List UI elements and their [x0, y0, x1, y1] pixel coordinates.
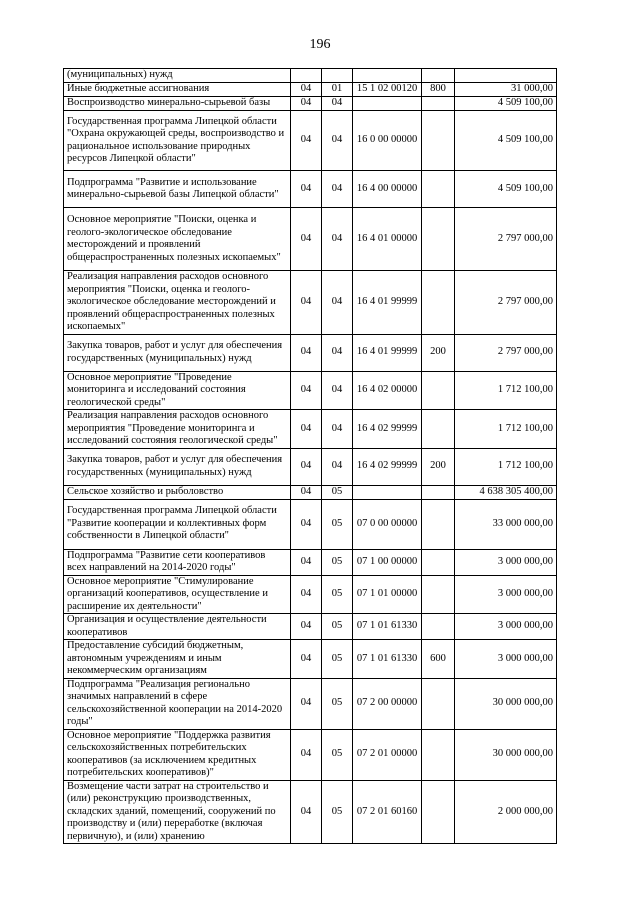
cell-subsection: 05: [322, 640, 353, 679]
cell-section: 04: [291, 371, 322, 410]
cell-target-article: 16 4 01 00000: [353, 208, 422, 271]
cell-section: 04: [291, 614, 322, 640]
cell-subsection: 01: [322, 83, 353, 97]
cell-name: Иные бюджетные ассигнования: [64, 83, 291, 97]
cell-amount: 2 797 000,00: [455, 334, 557, 371]
cell-name: Реализация направления расходов основного мероприятия "Поиски, оценка и геолого-экологическое обследование месторождений и проявлений общераспространенных полезных ископаемых": [64, 271, 291, 335]
cell-subsection: 04: [322, 371, 353, 410]
cell-section: [291, 69, 322, 83]
cell-name: Подпрограмма "Развитие сети кооперативов всех направлений на 2014-2020 годы": [64, 549, 291, 575]
table-row: [64, 271, 557, 335]
table-row: [64, 111, 557, 171]
cell-amount: 3 000 000,00: [455, 549, 557, 575]
cell-section: 04: [291, 780, 322, 844]
table-row: [64, 171, 557, 208]
cell-expense-type: [422, 97, 455, 111]
cell-name: (муниципальных) нужд: [64, 69, 291, 83]
cell-name: Сельское хозяйство и рыболовство: [64, 485, 291, 499]
table-row: [64, 83, 557, 97]
cell-expense-type: [422, 499, 455, 549]
cell-expense-type: [422, 271, 455, 335]
cell-expense-type: [422, 549, 455, 575]
cell-amount: 3 000 000,00: [455, 640, 557, 679]
cell-target-article: 16 4 01 99999: [353, 271, 422, 335]
cell-subsection: 04: [322, 410, 353, 449]
cell-name: Предоставление субсидий бюджетным, автономным учреждениям и иным некоммерческим организациям: [64, 640, 291, 679]
table-row: [64, 410, 557, 449]
cell-subsection: 05: [322, 485, 353, 499]
cell-target-article: [353, 69, 422, 83]
cell-subsection: 05: [322, 549, 353, 575]
cell-amount: 1 712 100,00: [455, 448, 557, 485]
cell-amount: 2 000 000,00: [455, 780, 557, 844]
cell-name: Основное мероприятие "Поддержка развития сельскохозяйственных потребительских кооперативов (за исключением кредитных потребительских кооперативов)": [64, 729, 291, 780]
table-row: [64, 448, 557, 485]
cell-target-article: 07 0 00 00000: [353, 499, 422, 549]
cell-section: 04: [291, 271, 322, 335]
cell-expense-type: [422, 678, 455, 729]
cell-target-article: 07 1 00 00000: [353, 549, 422, 575]
cell-section: 04: [291, 111, 322, 171]
cell-name: Закупка товаров, работ и услуг для обеспечения государственных (муниципальных) нужд: [64, 334, 291, 371]
cell-name: Закупка товаров, работ и услуг для обеспечения государственных (муниципальных) нужд: [64, 448, 291, 485]
cell-expense-type: 800: [422, 83, 455, 97]
cell-section: 04: [291, 575, 322, 614]
cell-section: 04: [291, 549, 322, 575]
cell-subsection: 04: [322, 111, 353, 171]
cell-subsection: 04: [322, 171, 353, 208]
table-row: [64, 334, 557, 371]
table-row: [64, 678, 557, 729]
cell-amount: 33 000 000,00: [455, 499, 557, 549]
page-number: 196: [309, 37, 331, 52]
table-row: [64, 640, 557, 679]
cell-section: 04: [291, 208, 322, 271]
cell-subsection: 05: [322, 614, 353, 640]
cell-section: 04: [291, 499, 322, 549]
cell-subsection: 04: [322, 334, 353, 371]
cell-amount: 4 638 305 400,00: [455, 485, 557, 499]
cell-amount: 3 000 000,00: [455, 614, 557, 640]
cell-subsection: [322, 69, 353, 83]
cell-target-article: 16 4 01 99999: [353, 334, 422, 371]
cell-subsection: 05: [322, 729, 353, 780]
budget-table-body: [64, 69, 557, 844]
cell-expense-type: 600: [422, 640, 455, 679]
table-row: [64, 208, 557, 271]
cell-name: Основное мероприятие "Поиски, оценка и геолого-экологическое обследование месторождений и проявлений общераспространенных полезных ископаемых": [64, 208, 291, 271]
cell-target-article: 16 0 00 00000: [353, 111, 422, 171]
cell-expense-type: [422, 208, 455, 271]
table-row: [64, 614, 557, 640]
cell-name: Подпрограмма "Развитие и использование минерально-сырьевой базы Липецкой области": [64, 171, 291, 208]
cell-subsection: 04: [322, 271, 353, 335]
cell-name: Основное мероприятие "Стимулирование организаций кооперативов, осуществление и расширение их деятельности": [64, 575, 291, 614]
table-row: [64, 780, 557, 844]
cell-expense-type: [422, 111, 455, 171]
table-row: [64, 97, 557, 111]
table-row: [64, 549, 557, 575]
cell-section: 04: [291, 83, 322, 97]
cell-expense-type: [422, 171, 455, 208]
table-row: [64, 69, 557, 83]
cell-expense-type: [422, 485, 455, 499]
cell-section: 04: [291, 171, 322, 208]
cell-section: 04: [291, 485, 322, 499]
cell-subsection: 05: [322, 678, 353, 729]
table-row: [64, 499, 557, 549]
cell-name: Государственная программа Липецкой области "Развитие кооперации и коллективных форм собственности в Липецкой области": [64, 499, 291, 549]
cell-subsection: 04: [322, 448, 353, 485]
cell-name: Возмещение части затрат на строительство и (или) реконструкцию производственных, складских зданий, помещений, сооружений по производству и (или) переработке (включая первичную), и (или) хранению: [64, 780, 291, 844]
cell-target-article: 16 4 02 99999: [353, 410, 422, 449]
cell-expense-type: [422, 780, 455, 844]
cell-name: Реализация направления расходов основного мероприятия "Проведение мониторинга и исследований состояния геологической среды": [64, 410, 291, 449]
cell-target-article: 07 1 01 00000: [353, 575, 422, 614]
cell-subsection: 04: [322, 97, 353, 111]
cell-name: Воспроизводство минерально-сырьевой базы: [64, 97, 291, 111]
table-row: [64, 575, 557, 614]
cell-amount: 1 712 100,00: [455, 410, 557, 449]
cell-target-article: 15 1 02 00120: [353, 83, 422, 97]
cell-name: Подпрограмма "Реализация регионально значимых направлений в сфере сельскохозяйственной кооперации на 2014-2020 годы": [64, 678, 291, 729]
table-row: [64, 729, 557, 780]
cell-amount: 2 797 000,00: [455, 271, 557, 335]
cell-expense-type: [422, 614, 455, 640]
cell-subsection: 05: [322, 780, 353, 844]
cell-target-article: 07 1 01 61330: [353, 614, 422, 640]
cell-target-article: 07 1 01 61330: [353, 640, 422, 679]
cell-expense-type: 200: [422, 448, 455, 485]
cell-expense-type: [422, 729, 455, 780]
cell-section: 04: [291, 678, 322, 729]
cell-section: 04: [291, 448, 322, 485]
cell-section: 04: [291, 640, 322, 679]
cell-amount: [455, 69, 557, 83]
table-row: [64, 485, 557, 499]
budget-table: [63, 68, 557, 844]
cell-target-article: [353, 97, 422, 111]
cell-amount: 30 000 000,00: [455, 678, 557, 729]
cell-expense-type: [422, 575, 455, 614]
cell-name: Организация и осуществление деятельности кооперативов: [64, 614, 291, 640]
cell-amount: 1 712 100,00: [455, 371, 557, 410]
table-row: [64, 371, 557, 410]
cell-section: 04: [291, 334, 322, 371]
cell-target-article: 07 2 01 60160: [353, 780, 422, 844]
cell-subsection: 04: [322, 208, 353, 271]
cell-subsection: 05: [322, 575, 353, 614]
cell-name: Основное мероприятие "Проведение мониторинга и исследований состояния геологической среды": [64, 371, 291, 410]
cell-amount: 4 509 100,00: [455, 97, 557, 111]
cell-expense-type: 200: [422, 334, 455, 371]
cell-section: 04: [291, 729, 322, 780]
cell-expense-type: [422, 69, 455, 83]
cell-amount: 31 000,00: [455, 83, 557, 97]
cell-subsection: 05: [322, 499, 353, 549]
cell-expense-type: [422, 410, 455, 449]
cell-expense-type: [422, 371, 455, 410]
cell-amount: 4 509 100,00: [455, 111, 557, 171]
cell-target-article: [353, 485, 422, 499]
cell-target-article: 16 4 00 00000: [353, 171, 422, 208]
cell-section: 04: [291, 410, 322, 449]
cell-amount: 4 509 100,00: [455, 171, 557, 208]
cell-amount: 2 797 000,00: [455, 208, 557, 271]
cell-target-article: 16 4 02 00000: [353, 371, 422, 410]
cell-name: Государственная программа Липецкой области "Охрана окружающей среды, воспроизводство и рациональное использование природных ресурсов Липецкой области": [64, 111, 291, 171]
cell-amount: 30 000 000,00: [455, 729, 557, 780]
cell-target-article: 07 2 01 00000: [353, 729, 422, 780]
cell-target-article: 16 4 02 99999: [353, 448, 422, 485]
cell-amount: 3 000 000,00: [455, 575, 557, 614]
cell-target-article: 07 2 00 00000: [353, 678, 422, 729]
cell-section: 04: [291, 97, 322, 111]
